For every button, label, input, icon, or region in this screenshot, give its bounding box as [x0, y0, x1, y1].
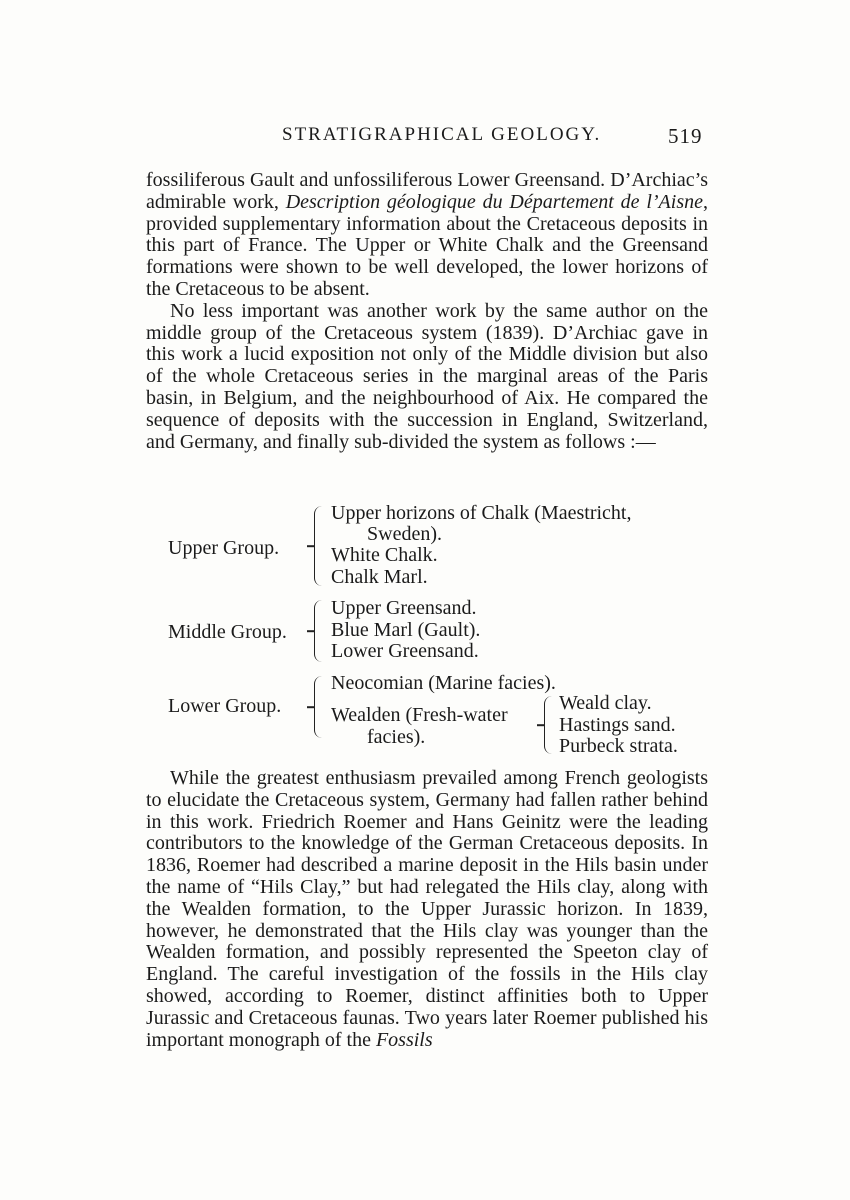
brace-upper: [314, 506, 323, 586]
upper-item-1-cont: Sweden).: [367, 523, 442, 545]
fossils-italic: Fossils: [375, 1028, 433, 1051]
upper-item-3: Chalk Marl.: [331, 566, 428, 588]
wealden-sub-3: Purbeck strata.: [559, 735, 678, 757]
lower-item-wealden-cont: facies).: [367, 726, 426, 748]
middle-item-1: Upper Greensand.: [331, 597, 477, 619]
upper-item-2: White Chalk.: [331, 544, 438, 566]
lower-item-wealden: Wealden (Fresh-water: [331, 704, 508, 726]
group-label-lower: Lower Group.: [168, 695, 282, 717]
text-block-bottom: [146, 768, 708, 1051]
wealden-sub-2: Hastings sand.: [559, 714, 676, 736]
paragraph-continuation: fossiliferous Gault and unfossiliferous Lower Greensand. D’Archiac’s admirable work, Description géologique du Département de l’Aisne, provided supplementary information about the Cretaceous deposits in this part of France. The Upper or White Chalk and the Greensand formations were shown to be well developed, the lower horizons of the Cretaceous to be absent.: [146, 169, 708, 300]
group-label-upper: Upper Group.: [168, 537, 280, 559]
book-title-italic: Description géologique du Département de l’Aisne: [285, 190, 703, 213]
upper-item-1: Upper horizons of Chalk (Maestricht,: [331, 502, 632, 524]
middle-item-2: Blue Marl (Gault).: [331, 619, 481, 641]
page-header: [0, 124, 850, 154]
page-number: 519: [668, 124, 703, 148]
text-block-top: [146, 170, 708, 453]
wealden-sub-1: Weald clay.: [559, 692, 652, 714]
brace-lower: [314, 676, 323, 738]
paragraph-darchiac: No less important was another work by the same author on the middle group of the Cretaceous system (1839). D’Archiac gave in this work a lucid exposition not only of the Middle division but also of the whole Cretaceous series in the marginal areas of the Paris basin, in Belgium, and the neighbourhood of Aix. He compared the sequence of deposits with the succession in England, Switzerland, and Germany, and finally sub-divided the system as follows :—: [146, 299, 708, 453]
group-label-middle: Middle Group.: [168, 621, 287, 643]
lower-item-neocomian: Neocomian (Marine facies).: [331, 672, 556, 694]
running-head: STRATIGRAPHICAL GEOLOGY.: [282, 124, 602, 145]
brace-middle: [314, 600, 323, 662]
brace-wealden: [544, 696, 553, 754]
middle-item-3: Lower Greensand.: [331, 640, 479, 662]
paragraph-germany: While the greatest enthusiasm prevailed among French geologists to elucidate the Cretaceous system, Germany had fallen rather behind in this work. Friedrich Roemer and Hans Geinitz were the leading contributors to the knowledge of the German Cretaceous deposits. In 1836, Roemer had described a marine deposit in the Hils basin under the name of “Hils Clay,” but had relegated the Hils clay, along with the Wealden formation, to the Upper Jurassic horizon. In 1839, however, he demonstrated that the Hils clay was younger than the Wealden formation, and possibly represented the Speeton clay of England. The careful investigation of the fossils in the Hils clay showed, according to Roemer, distinct affinities both to Upper Jurassic and Cretaceous faunas. Two years later Roemer published his important monograph of the Fossils: [146, 767, 708, 1051]
